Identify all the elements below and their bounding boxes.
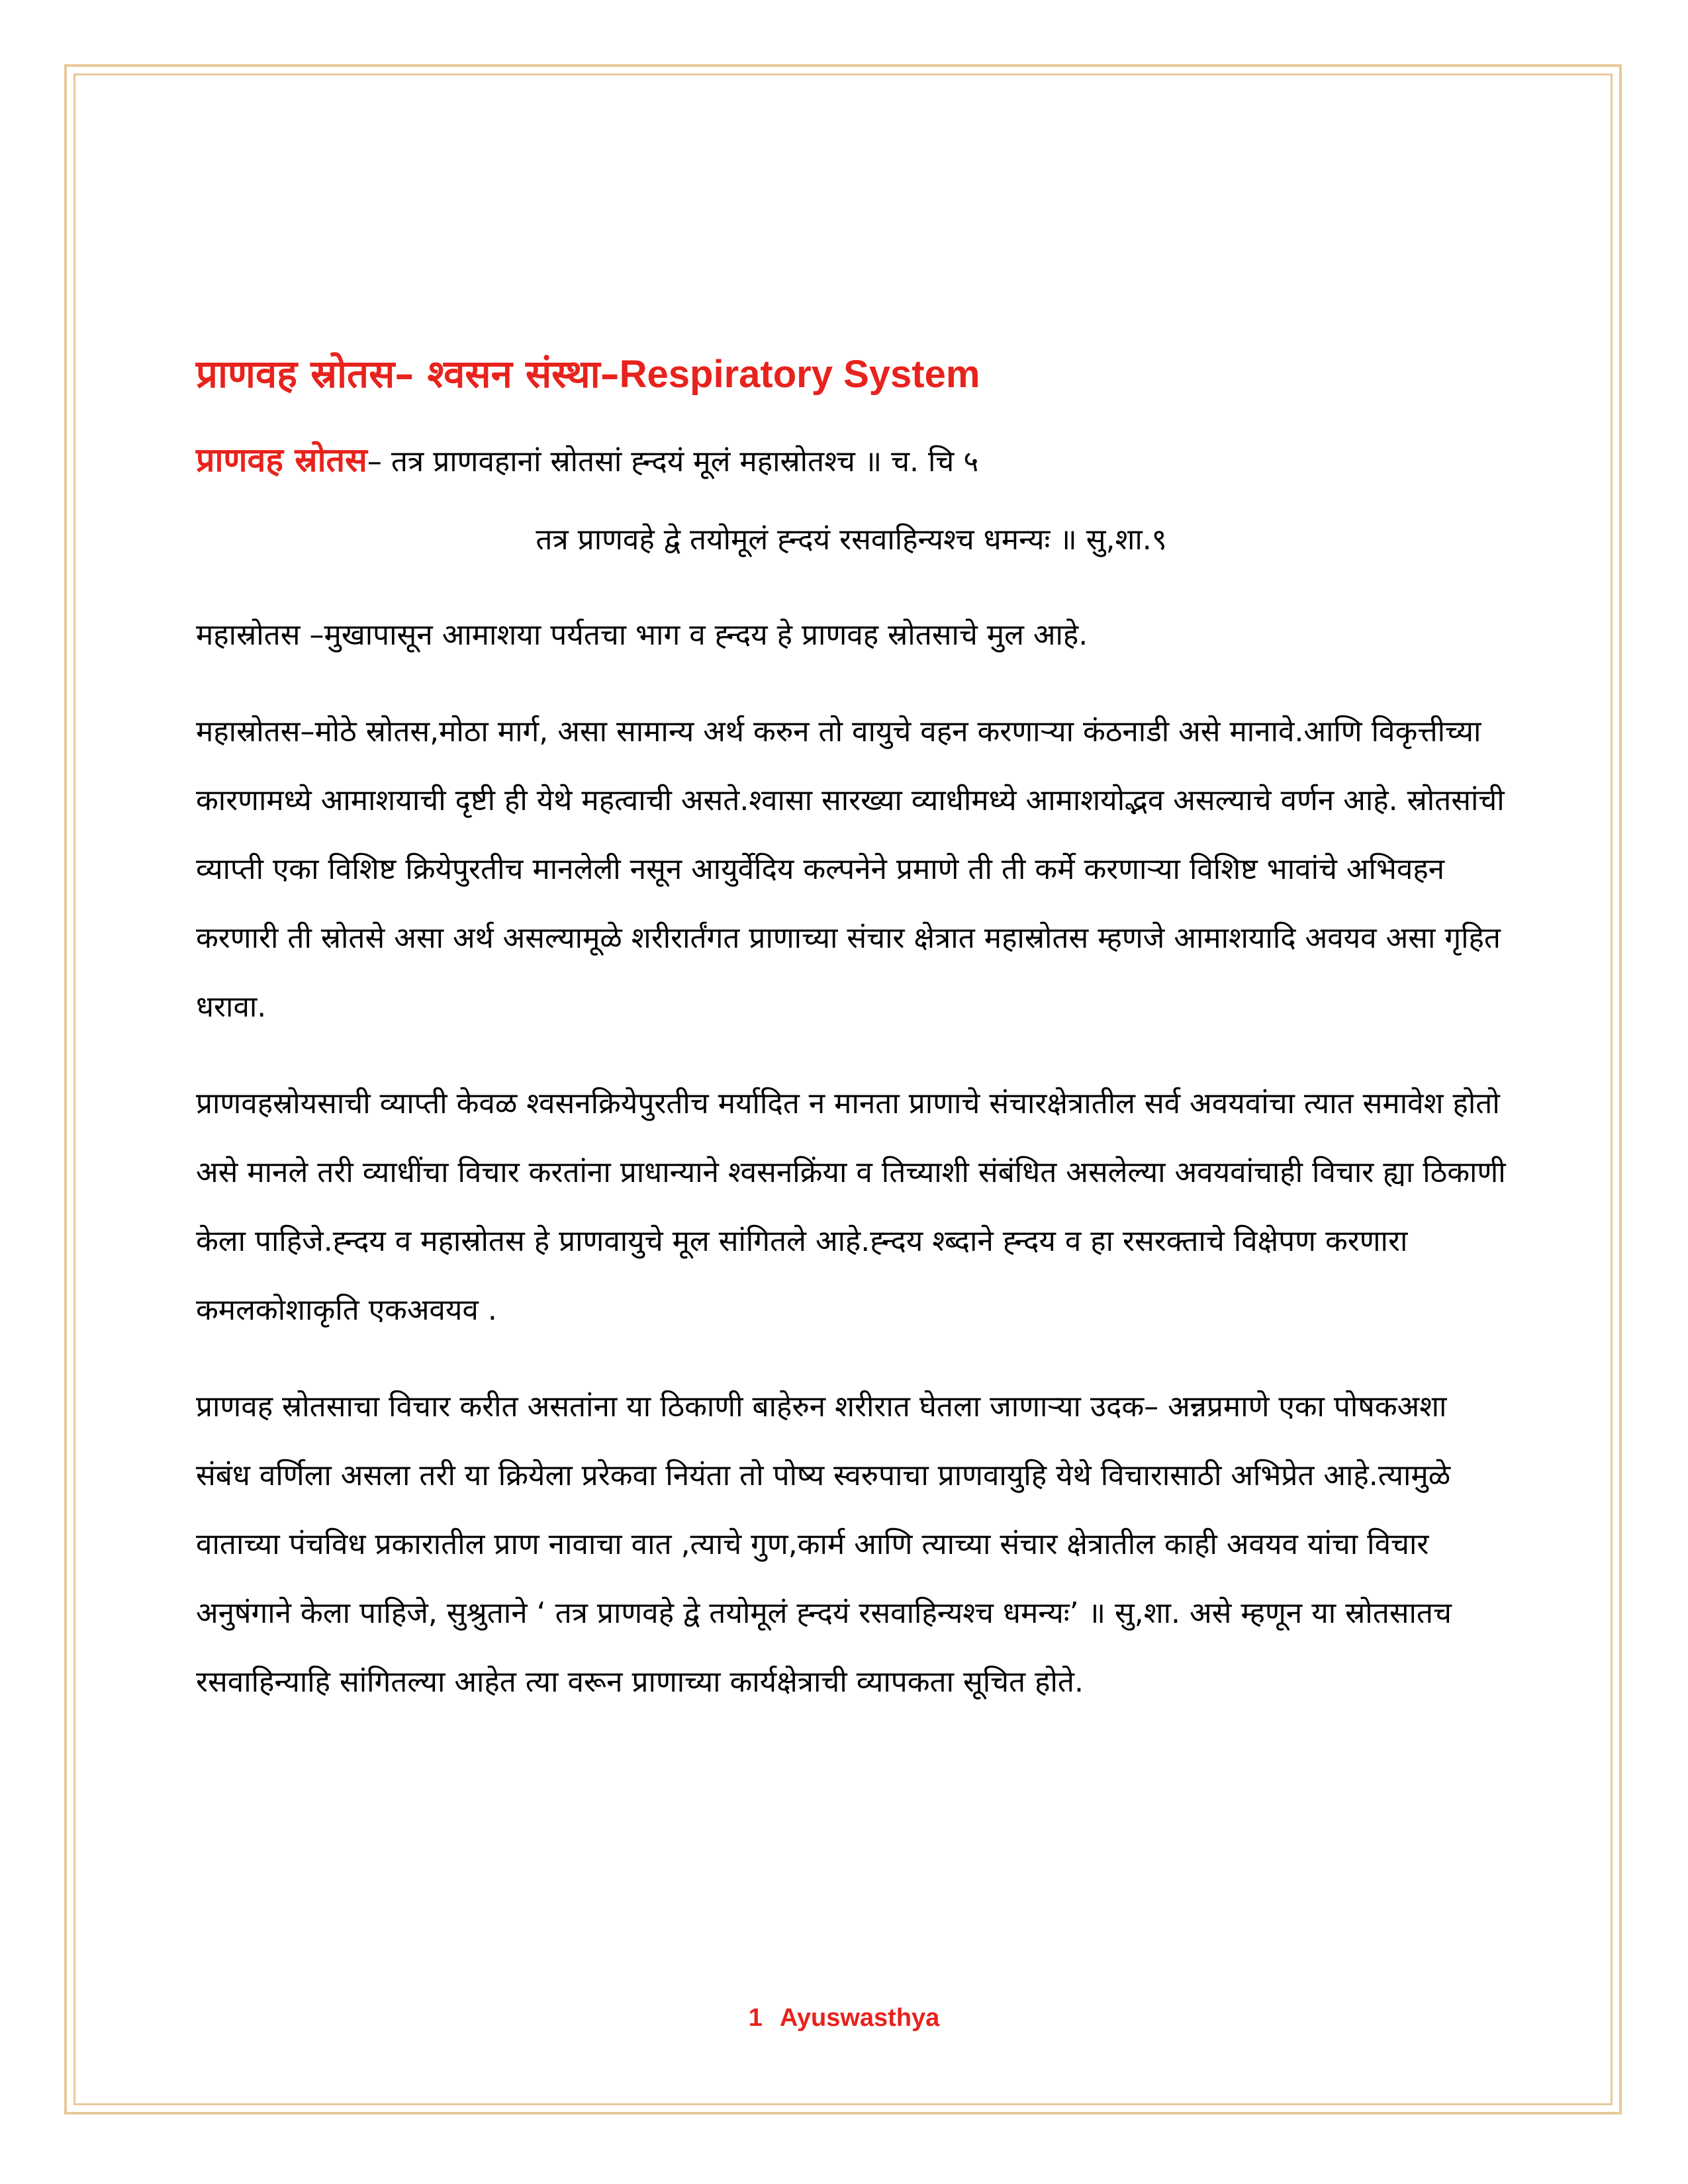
- verse-sushruta: तत्र प्राणवहे द्वे तयोमूलं ह्न्दयं रसवाहिन्यश्च धमन्यः ॥ सु,शा.९: [536, 523, 1167, 557]
- footer-label: Ayuswasthya: [779, 2004, 940, 2032]
- page-number: 1: [748, 2004, 763, 2032]
- paragraph: महास्रोतस –मुखापासून आमाशया पर्यतचा भाग व ह्न्दय हे प्राणवह स्रोतसाचे मुल आहे.: [196, 618, 1088, 652]
- title-devanagari: प्राणवह स्रोतस– श्वसन संस्था–: [196, 351, 620, 396]
- verse-heading: प्राणवह स्रोतस: [196, 441, 367, 479]
- page-footer: [0, 2004, 1688, 2032]
- verse-charaka-text: – तत्र प्राणवहानां स्रोतसां ह्न्दयं मूलं महास्रोतश्च ॥ च. चि ५: [367, 445, 979, 478]
- page-title: [196, 338, 1507, 411]
- title-latin: Respiratory System: [619, 353, 980, 396]
- paragraph: महास्रोतस–मोठे स्रोतस,मोठा मार्ग, असा सामान्य अर्थ करुन तो वायुचे वहन करणाऱ्या कंठनाडी असे मानावे.आणि विकृत्तीच्या कारणामध्ये आमाशयाची दृष्टी ही येथे महत्वाची असते.श्वासा सारख्या व्याधीमध्ये आमाशयोद्भव असल्याचे वर्णन आहे. स्रोतसांची व्याप्ती एका विशिष्ट क्रियेपुरतीच मानलेली नसून आयुर्वेदिय कल्पनेने प्रमाणे ती ती कर्मे करणाऱ्या विशिष्ट भावांचे अभिवहन करणारी ती स्रोतसे असा अर्थ असल्यामूळे शरीरार्तंगत प्राणाच्या संचार क्षेत्रात महास्रोतस म्हणजे आमाशयादि अवयव असा गृहित धरावा.: [196, 715, 1505, 1024]
- page-content: [196, 338, 1507, 1717]
- verse-charaka: [196, 427, 1507, 495]
- paragraph: प्राणवह स्रोतसाचा विचार करीत असतांना या ठिकाणी बाहेरुन शरीरात घेतला जाणाऱ्या उदक– अन्नप्रमाणे एका पोषकअशा संबंध वर्णिला असला तरी या क्रियेला प्ररेकवा नियंता तो पोष्य स्वरुपाचा प्राणवायुहि येथे विचारासाठी अभिप्रेत आहे.त्यामुळे वाताच्या पंचविध प्रकारातील प्राण नावाचा वात ,त्याचे गुण,कार्म आणि त्याच्या संचार क्षेत्रातील काही अवयव यांचा विचार अनुषंगाने केला पाहिजे, सुश्रुताने ‘ तत्र प्राणवहे द्वे तयोमूलं ह्न्दयं रसवाहिन्यश्च धमन्यः’ ॥ सु,शा. असे म्हणून या स्रोतसातच रसवाहिन्याहि सांगितल्या आहेत त्या वरून प्राणाच्या कार्यक्षेत्राची व्यापकता सूचित होते.: [196, 1390, 1452, 1699]
- paragraph: प्राणवहस्रोयसाची व्याप्ती केवळ श्वसनक्रियेपुरतीच मर्यादित न मानता प्राणाचे संचारक्षेत्रातील सर्व अवयवांचा त्यात समावेश होतो असे मानले तरी व्याधींचा विचार करतांना प्राधान्याने श्वसनक्रिंया व तिच्याशी संबंधित असलेल्या अवयवांचाही विचार ह्या ठिकाणी केला पाहिजे.ह्न्दय व महास्रोतस हे प्राणवायुचे मूल सांगितले आहे.ह्न्दय श्ब्दाने ह्न्दय व हा रसरक्ताचे विक्षेपण करणारा कमलकोशाकृति एकअवयव .: [196, 1087, 1506, 1327]
